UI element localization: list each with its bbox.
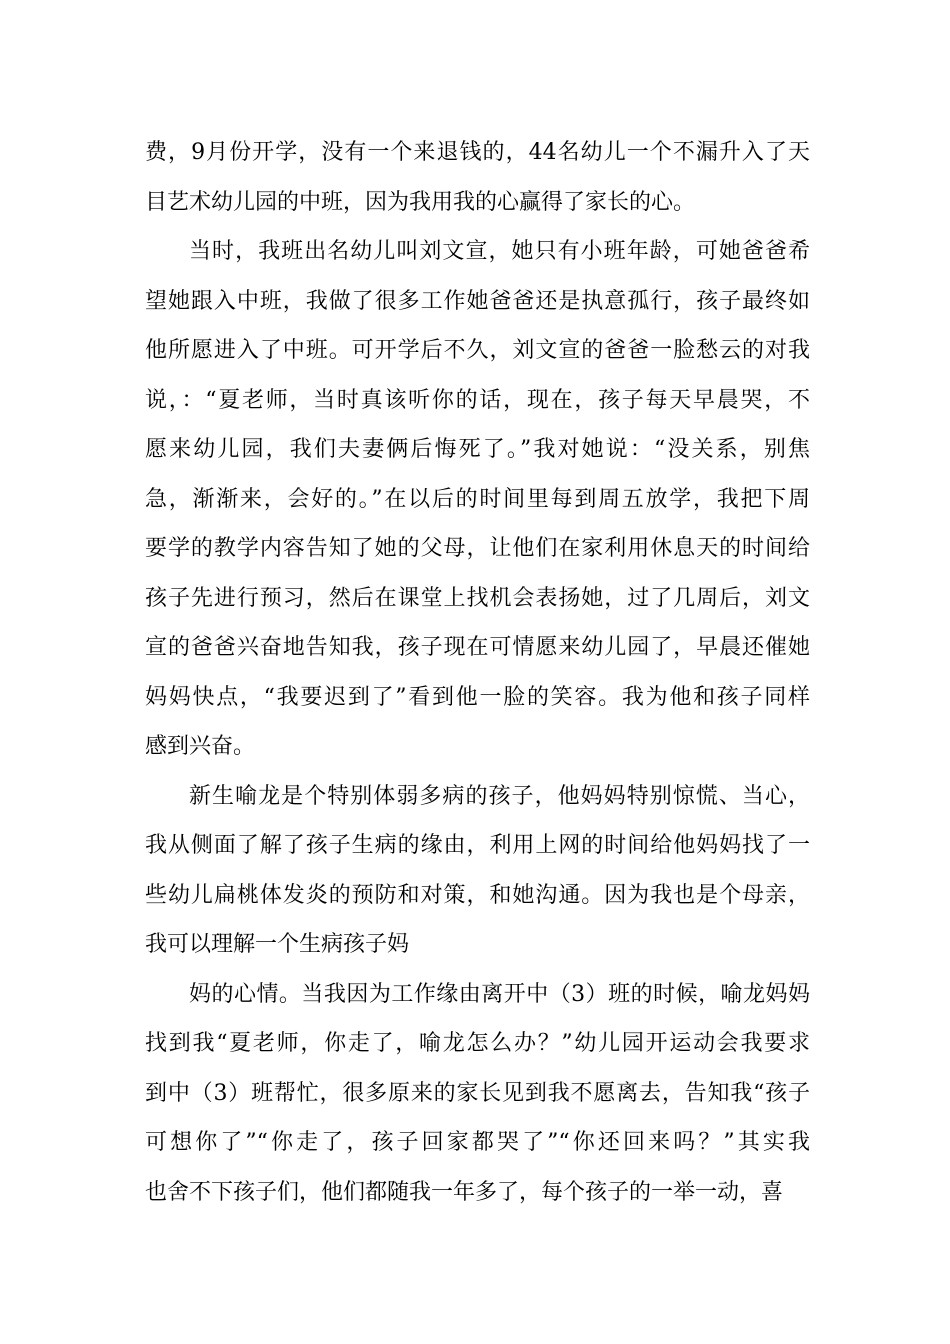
text-line: 些幼儿扁桃体发炎的预防和对策，和她沟通。因为我也是个母亲， [145, 882, 810, 908]
text-line: 妈的心情。当我因为工作缘由离开中（3）班的时候，喻龙妈妈 [189, 981, 810, 1007]
document-body [145, 128, 810, 1217]
text-line: 费，9月份开学，没有一个来退钱的，44名幼儿一个不漏升入了天 [145, 140, 810, 165]
text-line: 到中（3）班帮忙，很多原来的家长见到我不愿离去，告知我“孩子 [145, 1080, 810, 1106]
text-line: 他所愿进入了中班。可开学后不久，刘文宣的爸爸一脸愁云的对我 [145, 338, 810, 363]
text-line: 妈妈快点，“我要迟到了”看到他一脸的笑容。我为他和孩子同样 [145, 684, 810, 710]
text-line: 孩子先进行预习，然后在课堂上找机会表扬她，过了几周后，刘文 [145, 585, 810, 611]
paragraph [145, 227, 810, 772]
paragraph [145, 128, 810, 227]
text-line: 我从侧面了解了孩子生病的缘由，利用上网的时间给他妈妈找了一 [145, 833, 810, 858]
text-line: 感到兴奋。 [145, 734, 256, 759]
text-line: 说，：“夏老师，当时真该听你的话，现在，孩子每天早晨哭，不 [145, 387, 810, 413]
text-line: 也舍不下孩子们，他们都随我一年多了，每个孩子的一举一动，喜 [145, 1179, 784, 1205]
text-line: 要学的教学内容告知了她的父母，让他们在家利用休息天的时间给 [145, 536, 810, 561]
text-line: 急，渐渐来，会好的。”在以后的时间里每到周五放学，我把下周 [145, 486, 810, 512]
paragraph [145, 970, 810, 1218]
text-line: 宣的爸爸兴奋地告知我，孩子现在可情愿来幼儿园了，早晨还催她 [145, 635, 810, 660]
text-line: 目艺术幼儿园的中班，因为我用我的心赢得了家长的心。 [145, 189, 696, 215]
text-line: 望她跟入中班，我做了很多工作她爸爸还是执意孤行，孩子最终如 [145, 288, 810, 314]
text-line: 可想你了”“你走了，孩子回家都哭了”“你还回来吗？”其实我 [145, 1130, 810, 1155]
paragraph [145, 772, 810, 970]
text-line: 新生喻龙是个特别体弱多病的孩子，他妈妈特别惊慌、当心， [189, 783, 810, 809]
text-line: 当时，我班出名幼儿叫刘文宣，她只有小班年龄，可她爸爸希 [189, 239, 810, 264]
text-line: 我可以理解一个生病孩子妈 [145, 932, 410, 957]
text-line: 找到我“夏老师，你走了，喻龙怎么办？”幼儿园开运动会我要求 [145, 1031, 810, 1056]
text-line: 愿来幼儿园，我们夫妻俩后悔死了。”我对她说：“没关系，别焦 [145, 437, 810, 462]
